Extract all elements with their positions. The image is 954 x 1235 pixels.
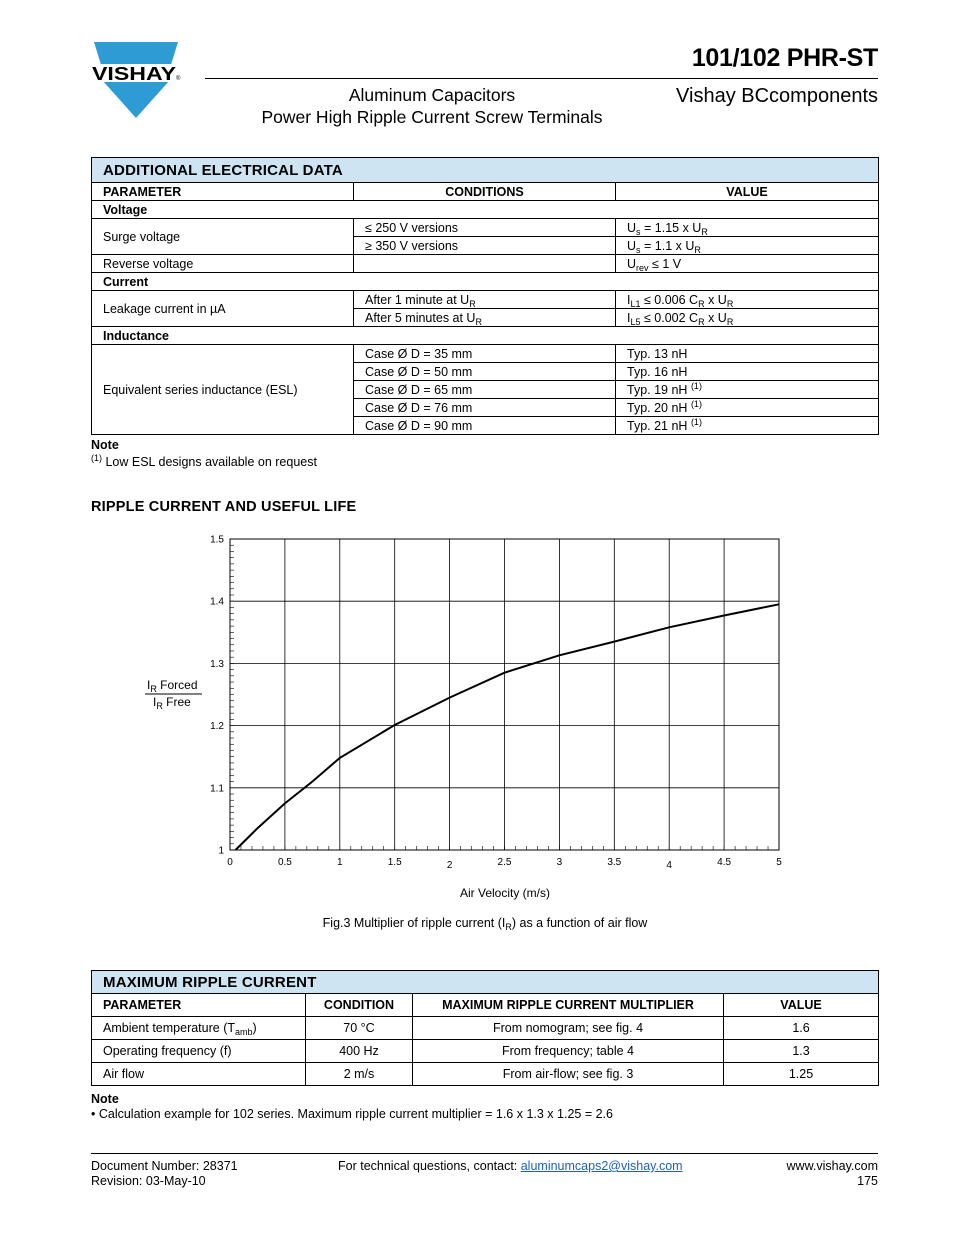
x-tick-label: 4 [666,860,672,871]
table-title: MAXIMUM RIPPLE CURRENT [92,971,879,994]
x-tick-label: 0 [227,857,233,868]
condition-cell: 2 m/s [306,1063,413,1086]
svg-text:®: ® [176,76,181,82]
vishay-logo [88,42,184,120]
page-number: 175 [857,1174,878,1188]
table-row [92,1017,879,1040]
footer-document-info [91,1159,238,1189]
value-cell: 1.3 [724,1040,879,1063]
surge-cond-2: ≥ 350 V versions [354,237,616,255]
section-current: Current [92,273,879,291]
subtitle-line-2: Power High Ripple Current Screw Terminals [261,107,603,127]
reverse-voltage-cond [354,255,616,273]
subtitle-line-1: Aluminum Capacitors [348,85,516,105]
esl-param: Equivalent series inductance (ESL) [92,345,354,435]
y-label-denominator: $I_R$ Free [153,695,191,711]
ripple-note-text: • Calculation example for 102 series. Maximum ripple current multiplier = 1.6 x 1.3 x 1.25 = 2.6 [91,1107,613,1121]
leak-cond-1: After 1 minute at $U_R$ [354,291,616,309]
esl-cond: Case Ø D = 50 mm [354,363,616,381]
esl-cond: Case Ø D = 65 mm [354,381,616,399]
y-tick-label: 1.2 [210,721,224,733]
maximum-ripple-current-table [91,970,879,1086]
table-title: ADDITIONAL ELECTRICAL DATA [92,158,879,183]
y-tick-label: 1.1 [210,783,224,795]
x-tick-label: 5 [776,857,782,868]
esl-val: Typ. 13 nH [616,345,879,363]
y-tick-label: 1.3 [210,658,224,670]
x-tick-label: 3 [556,857,563,868]
header-rule [205,78,878,79]
header-multiplier: MAXIMUM RIPPLE CURRENT MULTIPLIER [413,994,724,1017]
reverse-voltage-val: $U_{rev} \le 1$ V [616,255,879,273]
param-cell: Air flow [92,1063,306,1086]
surge-voltage-param: Surge voltage [92,219,354,255]
website: www.vishay.com [786,1159,878,1173]
table-row [92,1040,879,1063]
x-tick-label: 1 [337,857,343,868]
chart-ticks [230,545,768,850]
esl-val: Typ. 16 nH [616,363,879,381]
esl-cond: Case Ø D = 90 mm [354,417,616,435]
ripple-airflow-chart [140,528,800,908]
x-axis-label: Air Velocity (m/s) [459,886,551,900]
chart-section-title: RIPPLE CURRENT AND USEFUL LIFE [91,499,357,515]
chart-grid [230,539,779,850]
x-tick-label: 0.5 [277,857,292,868]
x-tick-label: 2 [446,860,453,871]
header-parameter: PARAMETER [92,994,306,1017]
header-value: VALUE [616,183,879,201]
y-tick-label: 1.5 [210,534,224,546]
surge-val-1: $U_s = 1.15$ x $U_R$ [616,219,879,237]
esl-cond: Case Ø D = 76 mm [354,399,616,417]
value-cell: 1.25 [724,1063,879,1086]
esl-val: Typ. 20 nH $^{(1)}$ [616,399,879,417]
y-tick-label: 1 [218,845,224,857]
footer-site-info [787,1159,878,1189]
multiplier-cell: From nomogram; see fig. 4 [413,1017,724,1040]
esl-val: Typ. 19 nH $^{(1)}$ [616,381,879,399]
leak-val-1: $I_{L1} \le 0.006$ $C_R$ x $U_R$ [616,291,879,309]
header-value: VALUE [724,994,879,1017]
table-row [92,1063,879,1086]
leak-val-2: $I_{L5} \le 0.002$ $C_R$ x $U_R$ [616,309,879,327]
document-number: Document Number: 28371 [91,1159,238,1173]
footer-contact [338,1159,683,1174]
param-cell: Operating frequency (f) [92,1040,306,1063]
document-title: 101/102 PHR-ST [691,44,878,72]
footer-rule [91,1153,878,1154]
svg-text:VISHAY: VISHAY [92,63,177,84]
y-label-numerator: $I_R$ Forced [147,678,198,694]
section-voltage: Voltage [92,201,879,219]
series-line [236,604,780,850]
additional-electrical-data-table [91,157,879,435]
ripple-note-heading: Note [91,1092,119,1106]
value-cell: 1.6 [724,1017,879,1040]
surge-cond-1: ≤ 250 V versions [354,219,616,237]
reverse-voltage-param: Reverse voltage [92,255,354,273]
revision: Revision: 03-May-10 [91,1174,206,1188]
esl-val: Typ. 21 nH $^{(1)}$ [616,417,879,435]
header-condition: CONDITION [306,994,413,1017]
x-tick-label: 3.5 [607,857,622,868]
figure-caption: Fig.3 Multiplier of ripple current $(I_R)$ as a function of air flow [322,916,648,932]
condition-cell: 70 °C [306,1017,413,1040]
x-tick-label: 4.5 [717,857,732,868]
section-inductance: Inductance [92,327,879,345]
y-tick-label: 1.4 [210,596,224,608]
electrical-note-text: $^{(1)}$ Low ESL designs available on request [91,453,317,469]
surge-val-2: $U_s = 1.1$ x $U_R$ [616,237,879,255]
multiplier-cell: From air-flow; see fig. 3 [413,1063,724,1086]
header-parameter: PARAMETER [92,183,354,201]
param-cell: Ambient temperature $(T_{amb})$ [92,1017,306,1040]
header-conditions: CONDITIONS [354,183,616,201]
leak-cond-2: After 5 minutes at $U_R$ [354,309,616,327]
condition-cell: 400 Hz [306,1040,413,1063]
esl-cond: Case Ø D = 35 mm [354,345,616,363]
contact-email-link[interactable]: aluminumcaps2@vishay.com [520,1159,683,1173]
x-tick-label: 2.5 [497,857,512,868]
chart-tick-labels [210,535,782,872]
x-tick-label: 1.5 [387,857,402,868]
electrical-note-heading: Note [91,438,119,452]
product-subtitle [205,84,659,128]
company-name: Vishay BCcomponents [676,85,878,107]
leakage-current-param: Leakage current in µA [92,291,354,327]
multiplier-cell: From frequency; table 4 [413,1040,724,1063]
contact-label: For technical questions, contact: [338,1159,521,1173]
